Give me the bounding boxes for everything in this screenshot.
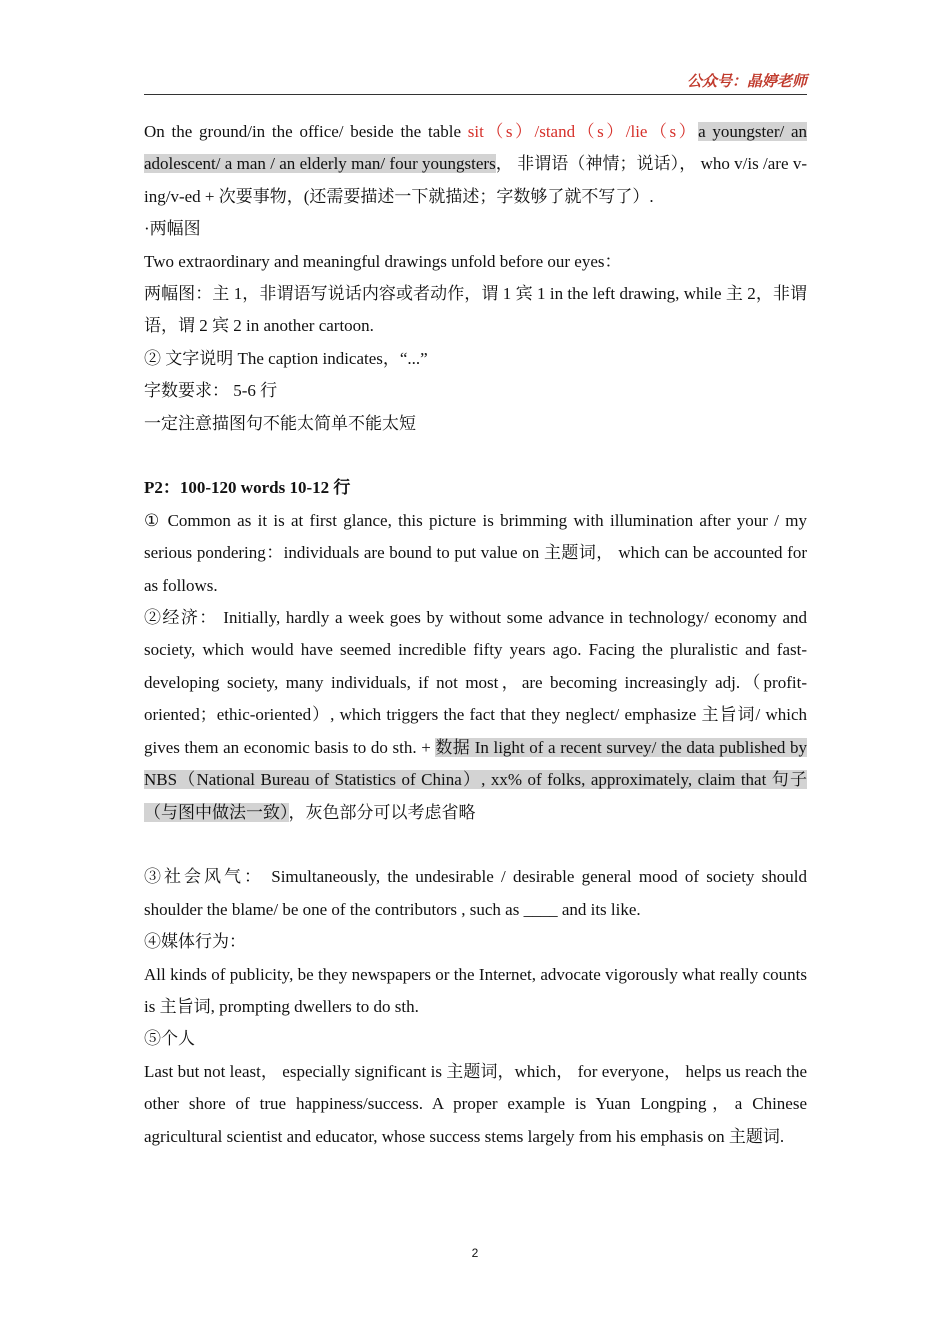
paragraph-point-2-economy [144, 602, 807, 829]
paragraph-point-3-social-mood: ③社会风气： Simultaneously, the undesirable / desirable general mood of society should shoulder the blame/ be one of the contributors , such as ____ and its like. [144, 867, 807, 919]
paragraph-point-5-heading: ⑤个人 [144, 1029, 195, 1049]
economy-text: ②经济： Initially, hardly a week goes by without some advance in technology/ economy and society, which would have seemed incredible fifty years ago. Facing the pluralistic and fast-developing society, many individuals, if not most，are becoming increasingly adj.（profit-oriented；ethic-oriented）, which triggers the fact that they neglect/ emphasize 主旨词/ which gives them an economic basis to do sth. + [144, 608, 807, 757]
economy-note: ，灰色部分可以考虑省略 [288, 802, 476, 822]
scene-detail-text: ， 非谓语（神情；说话）， who v/is /are v-ing/v-ed + 次要事物，(还需要描述一下就描述；字数够了就不写了）. [144, 154, 807, 206]
section-heading-p2: P2：100-120 words 10-12 行 [144, 478, 351, 498]
paragraph-two-pictures: ·两幅图 [144, 219, 201, 239]
header-divider [144, 94, 807, 95]
paragraph-point-1: ① Common as it is at first glance, this picture is brimming with illumination after your / my serious pondering：individuals are bound to put value on 主题词， which can be accounted for as follows. [144, 510, 807, 595]
scene-location-text: On the ground/in the office/ beside the table [144, 122, 468, 141]
paragraph-point-5-individual: Last but not least， especially significant is 主题词，which， for everyone， helps us reach the other shore of true happiness/success. A proper example is Yuan Longping，a Chinese agricultural scientist and educator, whose success stems largely from his emphasis on 主题词. [144, 1061, 807, 1146]
spacer [144, 829, 807, 861]
paragraph-point-4-media: All kinds of publicity, be they newspapers or the Internet, advocate vigorously what really counts is 主旨词, prompting dwellers to do sth. [144, 964, 807, 1016]
paragraph-caption: ② 文字说明 The caption indicates，“...” [144, 348, 428, 368]
paragraph-word-requirement: 字数要求： 5-6 行 [144, 381, 278, 401]
paragraph-two-pictures-structure: 两幅图：主 1，非谓语写说话内容或者动作，谓 1 宾 1 in the left drawing, while 主 2，非谓语，谓 2 宾 2 in another cartoon. [144, 284, 807, 336]
paragraph-describe-scene [144, 116, 807, 213]
verb-options-text: sit（s）/stand（s）/lie（s） [467, 122, 699, 141]
paragraph-note: 一定注意描图句不能太简单不能太短 [144, 413, 416, 433]
paragraph-two-drawings: Two extraordinary and meaningful drawings unfold before our eyes： [144, 251, 622, 271]
page-number: 2 [471, 1246, 479, 1260]
document-body [144, 116, 807, 1153]
data-highlight: 数据 In light of a recent survey/ the data published by NBS（National Bureau of Statistics of China）, xx% of folks, approximately, claim that 句子（与图中做法一致） [144, 737, 807, 822]
subject-options-highlight: a youngster/ an adolescent/ a man / an elderly man/ four youngsters [144, 122, 808, 174]
spacer [144, 440, 807, 472]
header-title: 公众号：晶婷老师 [686, 72, 807, 90]
paragraph-point-4-heading: ④媒体行为： [144, 932, 246, 952]
